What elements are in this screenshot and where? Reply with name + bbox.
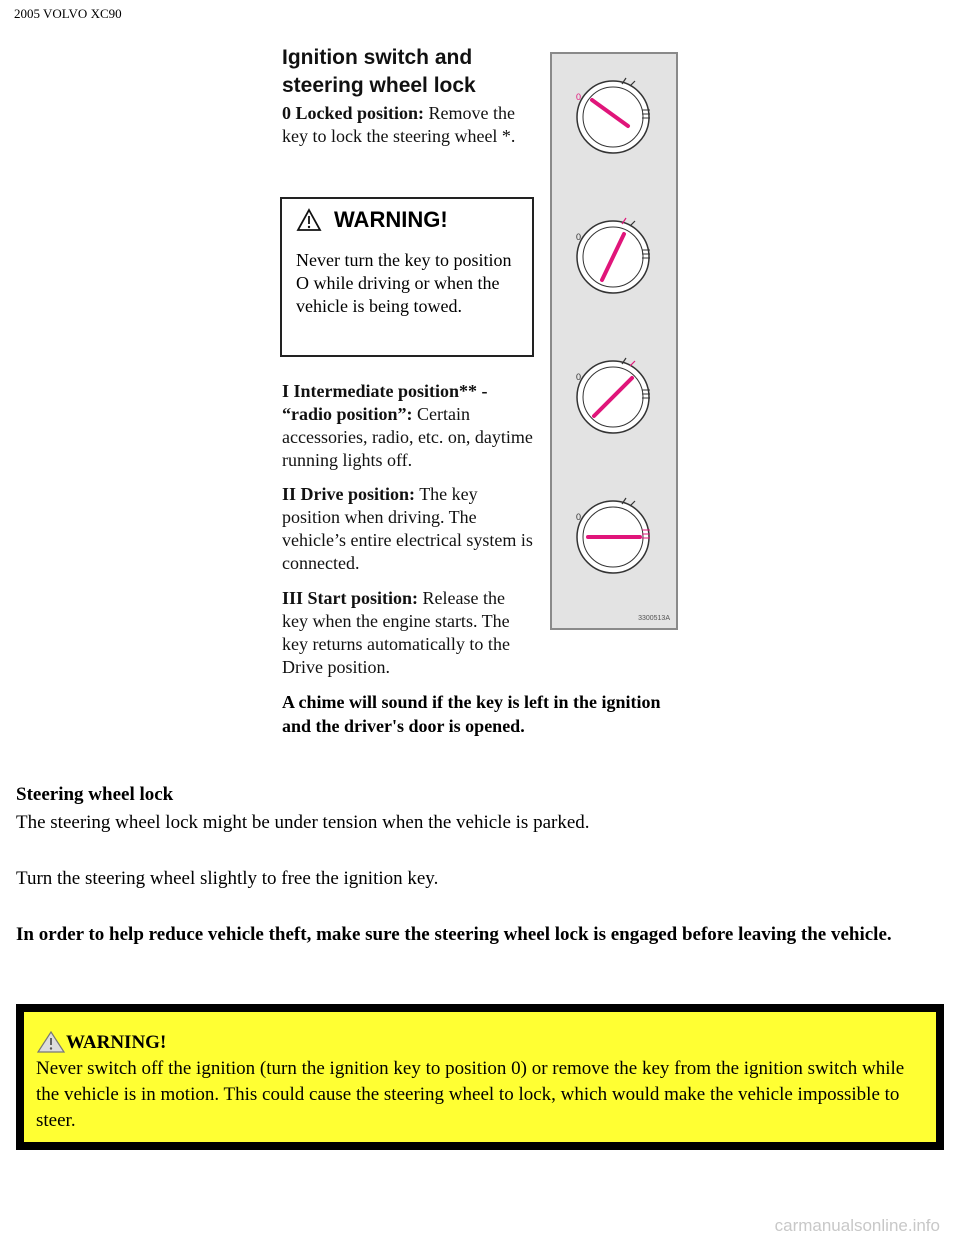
figure-warning-text: Never turn the key to position O while driving or when the vehicle is being towed. [296, 250, 512, 316]
start-position-text: III Start position: Release the key when the engine starts. The key returns automatically to the Drive position. [282, 588, 510, 677]
figure-title: Ignition switch and steering wheel lock [282, 46, 476, 97]
warning-box [16, 1004, 944, 1150]
svg-text:0: 0 [576, 372, 582, 382]
warning-title: WARNING! [66, 1032, 167, 1053]
chime-note: A chime will sound if the key is left in the ignition and the driver's door is opened. [282, 692, 661, 736]
ignition-dial-position-0 [570, 74, 656, 160]
paragraph-tension: The steering wheel lock might be under tension when the vehicle is parked. [16, 812, 590, 833]
paragraph-turn-wheel: Turn the steering wheel slightly to free the ignition key. [16, 868, 439, 889]
figure-warning-box [280, 197, 534, 357]
warning-triangle-icon [296, 208, 322, 232]
svg-text:0: 0 [576, 92, 582, 102]
svg-text:0: 0 [576, 232, 582, 242]
ignition-dial-position-3 [570, 494, 656, 580]
warning-triangle-icon [36, 1030, 66, 1054]
drive-position-text: II Drive position: The key position when driving. The vehicle’s entire electrical system is connected. [282, 484, 533, 573]
ignition-figure [278, 40, 678, 760]
panel-code: 3300513A [638, 615, 670, 622]
paragraph-theft: In order to help reduce vehicle theft, make sure the steering wheel lock is engaged before leaving the vehicle. [16, 924, 892, 945]
ignition-dial-panel [550, 52, 678, 630]
intermediate-position-text: I Intermediate position** - “radio position”: Certain accessories, radio, etc. on, daytime running lights off. [282, 381, 533, 470]
watermark: carmanualsonline.info [774, 1216, 940, 1235]
ignition-dial-position-1 [570, 214, 656, 300]
section-title: Steering wheel lock [16, 784, 174, 805]
figure-warning-heading: WARNING! [334, 207, 448, 232]
ignition-dial-position-2 [570, 354, 656, 440]
locked-position-text: 0 Locked position: Remove the key to lock the steering wheel *. [282, 103, 516, 146]
page-header: 2005 VOLVO XC90 [14, 6, 122, 21]
svg-text:0: 0 [576, 512, 582, 522]
warning-text: Never switch off the ignition (turn the ignition key to position 0) or remove the key from the ignition switch while the vehicle is in motion. This could cause the steering wheel to lock, which would make the vehicle impossible to steer. [36, 1058, 905, 1131]
